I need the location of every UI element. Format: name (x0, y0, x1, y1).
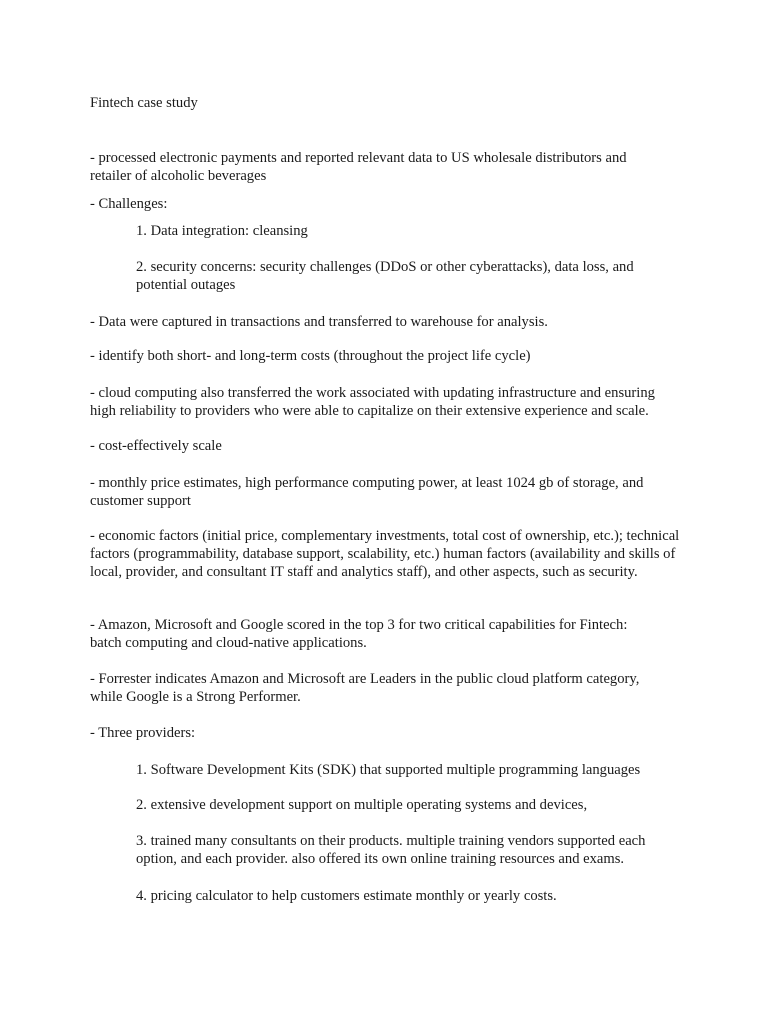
paragraph-factors: - economic factors (initial price, complementary investments, total cost of ownership, etc.); technical factors (programmability, database support, scalability, etc.) human factors (availability and skills of local, provider, and consultant IT staff and analytics staff), and other aspects, such as security. (90, 528, 680, 580)
provider-item-3: 3. trained many consultants on their products. multiple training vendors supported each option, and each provider. also offered its own online training resources and exams. (136, 833, 646, 867)
challenges-heading: - Challenges: (90, 196, 168, 212)
challenge-item-1: 1. Data integration: cleansing (136, 223, 308, 239)
paragraph-monthly-estimates: - monthly price estimates, high performance computing power, at least 1024 gb of storage, and customer support (90, 475, 644, 509)
paragraph-data-captured: - Data were captured in transactions and transferred to warehouse for analysis. (90, 314, 548, 330)
paragraph-cloud-computing: - cloud computing also transferred the work associated with updating infrastructure and ensuring high reliability to providers who were able to capitalize on their extensive experience and scale. (90, 385, 655, 419)
provider-item-4: 4. pricing calculator to help customers estimate monthly or yearly costs. (136, 888, 557, 904)
paragraph-top3: - Amazon, Microsoft and Google scored in the top 3 for two critical capabilities for Fintech: batch computing and cloud-native applications. (90, 617, 628, 651)
providers-heading: - Three providers: (90, 725, 196, 741)
paragraph-forrester: - Forrester indicates Amazon and Microsoft are Leaders in the public cloud platform category, while Google is a Strong Performer. (90, 671, 640, 705)
paragraph-costs: - identify both short- and long-term costs (throughout the project life cycle) (90, 348, 531, 364)
challenge-item-2: 2. security concerns: security challenges (DDoS or other cyberattacks), data loss, and potential outages (136, 259, 634, 293)
provider-item-2: 2. extensive development support on multiple operating systems and devices, (136, 797, 588, 813)
provider-item-1: 1. Software Development Kits (SDK) that supported multiple programming languages (136, 762, 641, 778)
paragraph-payments: - processed electronic payments and reported relevant data to US wholesale distributors and retailer of alcoholic beverages (90, 150, 627, 184)
paragraph-scale: - cost-effectively scale (90, 438, 222, 454)
document-title: Fintech case study (90, 95, 198, 111)
